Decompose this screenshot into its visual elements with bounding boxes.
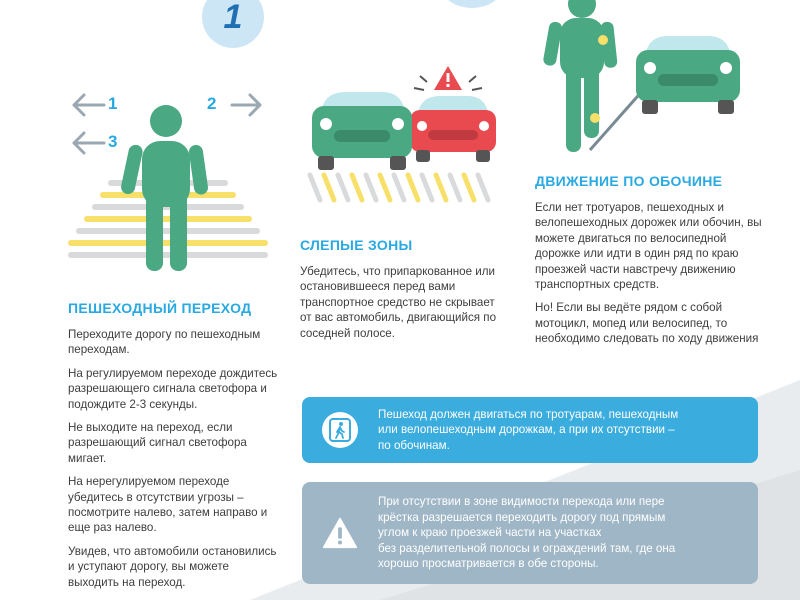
shoulder-section xyxy=(535,173,767,355)
warning-icon xyxy=(322,515,358,551)
paragraph: Не выходите на переход, если разрешающий сигнал светофора мигает. xyxy=(68,421,247,465)
paragraph: Переходите дорогу по пешеходным переходам. xyxy=(68,328,261,357)
section-title: ДВИЖЕНИЕ ПО ОБОЧИНЕ xyxy=(535,173,723,189)
info-line: углом к краю проезжей части на участках xyxy=(378,526,602,540)
section-title: СЛЕПЫЕ ЗОНЫ xyxy=(300,237,413,253)
look-left-again-arrow xyxy=(74,133,104,153)
crosswalk-illustration xyxy=(60,85,280,275)
reflector-icon xyxy=(598,35,608,45)
crosswalk-section xyxy=(68,300,280,598)
paragraph: На нерегулируемом переходе убедитесь в отсутствии угрозы – посмотрите налево, затем направо и еще раз налево. xyxy=(68,475,268,535)
info-line: При отсутствии в зоне видимости перехода или пере xyxy=(378,495,665,509)
info-line: Пешеход должен двигаться по тротуарам, пешеходным xyxy=(378,407,679,421)
look-right-arrow xyxy=(232,95,260,115)
blind-spot-illustration xyxy=(300,60,510,210)
reflector-icon xyxy=(590,113,600,123)
road-stripes xyxy=(310,175,488,200)
green-car xyxy=(312,92,412,170)
info-box-pedestrian xyxy=(302,397,758,463)
info-line: или велопешеходным дорожкам, а при их отсутствии – xyxy=(378,423,675,437)
info-box-text xyxy=(378,494,693,572)
info-line: крёстка разрешается переходить дорогу под прямым xyxy=(378,510,666,524)
direction-label-3: 3 xyxy=(108,132,118,151)
look-left-arrow xyxy=(74,95,104,115)
direction-label-2: 2 xyxy=(207,94,217,113)
blind-spots-section xyxy=(300,237,500,349)
direction-label-1: 1 xyxy=(108,94,118,113)
info-line: по обочинам. xyxy=(378,438,450,452)
paragraph: Но! Если вы ведёте рядом с собой мотоцикл, мопед или велосипед, то необходимо следовать по ходу движения xyxy=(535,301,759,346)
paragraph: Убедитесь, что припаркованное или остановившееся перед вами транспортное средство не скрывает от вас автомобиль, двигающийся по соседней полосе. xyxy=(300,265,497,340)
info-box-warning xyxy=(302,482,758,584)
shoulder-walking-illustration xyxy=(540,0,760,160)
paragraph: На регулируемом переходе дождитесь разрешающего сигнала светофора и подождите 2-3 секунды. xyxy=(68,366,278,411)
paragraph: Если нет тротуаров, пешеходных и велопешеходных дорожек или обочин, вы можете двигаться по велосипедной дорожке или идти в один ряд по краю проезжей части навстречу движению транспортных средств. xyxy=(535,201,762,292)
green-car xyxy=(636,36,740,114)
info-line: хорошо просматривается в обе стороны. xyxy=(378,557,599,571)
section-title: ПЕШЕХОДНЫЙ ПЕРЕХОД xyxy=(68,300,252,316)
red-car xyxy=(410,96,496,162)
info-line: без разделительной полосы и ограждений там, где она xyxy=(378,541,676,555)
pedestrian-figure xyxy=(120,105,209,271)
info-box-text xyxy=(378,407,696,454)
section-number: 1 xyxy=(223,0,243,36)
pedestrian-icon xyxy=(322,412,358,448)
paragraph: Увидев, что автомобили остановились и уступают дорогу, вы можете выходить на переход. xyxy=(68,544,277,589)
warning-icon xyxy=(414,66,482,90)
